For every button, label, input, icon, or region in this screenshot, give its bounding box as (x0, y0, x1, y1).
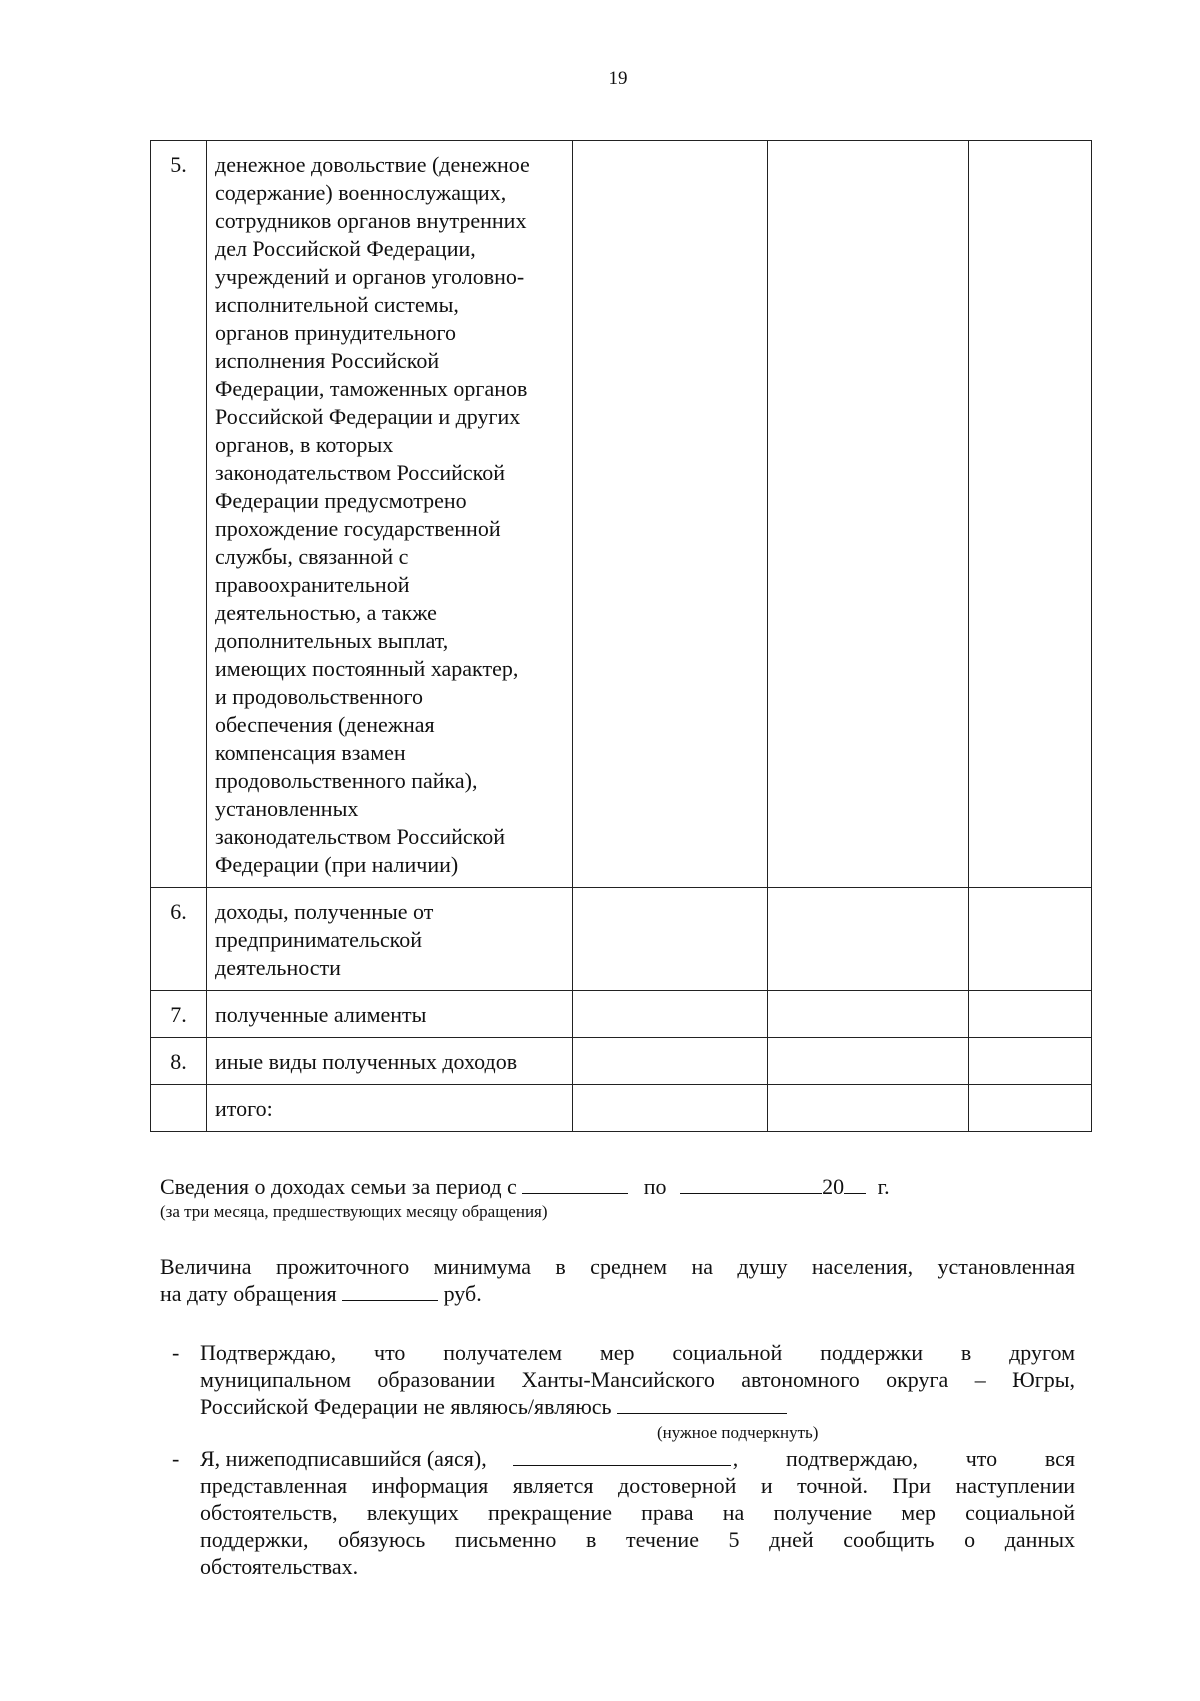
table-row (151, 141, 1092, 888)
subsistence-amount-field[interactable] (342, 1280, 438, 1301)
period-year-field[interactable] (844, 1173, 866, 1194)
income-value-cell[interactable] (573, 141, 768, 888)
income-value-cell[interactable] (969, 1085, 1092, 1132)
table-row (151, 1038, 1092, 1085)
income-value-cell[interactable] (573, 888, 768, 991)
income-type-line: установленных (215, 796, 359, 821)
income-type-cell (207, 888, 573, 991)
income-type-line: исполнения Российской (215, 348, 440, 373)
income-type-line: имеющих постоянный характер, (215, 656, 519, 681)
table-row (151, 1085, 1092, 1132)
subsistence-line1: Величина прожиточного минимума в среднем на душу населения, установленная (160, 1254, 1075, 1279)
confirm-accuracy-line5: обстоятельствах. (200, 1554, 359, 1579)
subsistence-prefix: на дату обращения (160, 1281, 337, 1306)
confirm-support-dash: - (172, 1340, 180, 1365)
income-type-line: иные виды полученных доходов (215, 1049, 518, 1074)
subsistence-line2 (160, 1280, 482, 1307)
income-value-cell[interactable] (768, 991, 969, 1038)
income-type-line: дел Российской Федерации, (215, 236, 476, 261)
confirm-support-line3 (200, 1393, 1075, 1420)
income-value-cell[interactable] (969, 888, 1092, 991)
income-type-line: деятельностью, а также (215, 600, 437, 625)
income-value-cell[interactable] (969, 991, 1092, 1038)
row-number (151, 1085, 207, 1132)
table-row (151, 991, 1092, 1038)
confirm-accuracy-item (172, 1445, 1075, 1580)
income-type-cell (207, 1085, 573, 1132)
income-value-cell[interactable] (969, 141, 1092, 888)
income-value-cell[interactable] (768, 1085, 969, 1132)
confirm-accuracy-line4: поддержки, обязуюсь письменно в течение 5 дней сообщить о данных (200, 1527, 1075, 1552)
income-type-line: денежное довольствие (денежное (215, 152, 530, 177)
table-row (151, 888, 1092, 991)
income-value-cell[interactable] (573, 1038, 768, 1085)
income-type-line: Федерации, таможенных органов (215, 376, 528, 401)
period-note: (за три месяца, предшествующих месяцу обращения) (160, 1202, 548, 1221)
income-type-line: Федерации предусмотрено (215, 488, 467, 513)
subsistence-suffix: руб. (443, 1281, 482, 1306)
income-value-cell[interactable] (969, 1038, 1092, 1085)
confirm-accuracy-suffix: , подтверждаю, что вся (732, 1446, 1075, 1471)
confirm-accuracy-line3: обстоятельств, влекущих прекращение права на получение мер социальной (200, 1500, 1075, 1525)
income-type-line: Российской Федерации и других (215, 404, 521, 429)
income-type-cell (207, 991, 573, 1038)
income-type-line: законодательством Российской (215, 460, 505, 485)
income-type-line: Федерации (при наличии) (215, 852, 459, 877)
confirm-accuracy-line2: представленная информация является достоверной и точной. При наступлении (200, 1473, 1075, 1498)
confirm-support-line2: муниципальном образовании Ханты-Мансийского автономного округа – Югры, (200, 1367, 1075, 1392)
confirm-support-text3: Российской Федерации не являюсь/являюсь (200, 1394, 612, 1419)
income-table-body (151, 141, 1092, 1132)
period-from-field[interactable] (522, 1173, 628, 1194)
income-value-cell[interactable] (768, 141, 969, 888)
income-type-line: продовольственного пайка), (215, 768, 478, 793)
income-value-cell[interactable] (573, 991, 768, 1038)
confirm-support-note: (нужное подчеркнуть) (657, 1423, 819, 1442)
income-type-line: правоохранительной (215, 572, 410, 597)
income-type-line: предпринимательской (215, 927, 423, 952)
period-year-prefix: 20 (822, 1174, 845, 1199)
income-type-line: законодательством Российской (215, 824, 505, 849)
confirm-support-item (172, 1339, 1075, 1420)
confirm-support-line1: Подтверждаю, что получателем мер социальной поддержки в другом (200, 1340, 1075, 1365)
confirm-accuracy-line1 (200, 1445, 1075, 1472)
period-by-label: по (643, 1174, 667, 1199)
income-type-line: прохождение государственной (215, 516, 501, 541)
period-to-field[interactable] (680, 1173, 822, 1194)
income-type-cell (207, 141, 573, 888)
income-type-line: службы, связанной с (215, 544, 409, 569)
income-type-line: обеспечения (денежная (215, 712, 435, 737)
confirm-accuracy-dash: - (172, 1446, 180, 1471)
income-type-line: доходы, полученные от (215, 899, 434, 924)
row-number: 6. (151, 888, 207, 991)
income-type-line: органов принудительного (215, 320, 456, 345)
income-type-line: компенсация взамен (215, 740, 406, 765)
row-number: 8. (151, 1038, 207, 1085)
income-type-line: деятельности (215, 955, 341, 980)
income-type-line: учреждений и органов уголовно- (215, 264, 525, 289)
income-type-line: итого: (215, 1096, 273, 1121)
income-type-line: органов, в которых (215, 432, 394, 457)
income-type-line: и продовольственного (215, 684, 423, 709)
income-type-line: дополнительных выплат, (215, 628, 449, 653)
income-value-cell[interactable] (573, 1085, 768, 1132)
income-period-line (160, 1173, 1060, 1200)
income-value-cell[interactable] (768, 888, 969, 991)
row-number: 5. (151, 141, 207, 888)
signer-name-field[interactable] (513, 1445, 731, 1466)
income-type-line: содержание) военнослужащих, (215, 180, 507, 205)
period-year-suffix: г. (877, 1174, 890, 1199)
row-number: 7. (151, 991, 207, 1038)
income-type-cell (207, 1038, 573, 1085)
income-table (150, 140, 1092, 1132)
income-type-line: полученные алименты (215, 1002, 427, 1027)
confirm-support-choice-field[interactable] (617, 1393, 787, 1414)
income-type-line: исполнительной системы, (215, 292, 459, 317)
confirm-accuracy-prefix: Я, нижеподписавшийся (аяся), (200, 1446, 487, 1471)
period-prefix: Сведения о доходах семьи за период с (160, 1174, 517, 1199)
page-number: 19 (608, 68, 628, 89)
income-type-line: сотрудников органов внутренних (215, 208, 527, 233)
income-value-cell[interactable] (768, 1038, 969, 1085)
